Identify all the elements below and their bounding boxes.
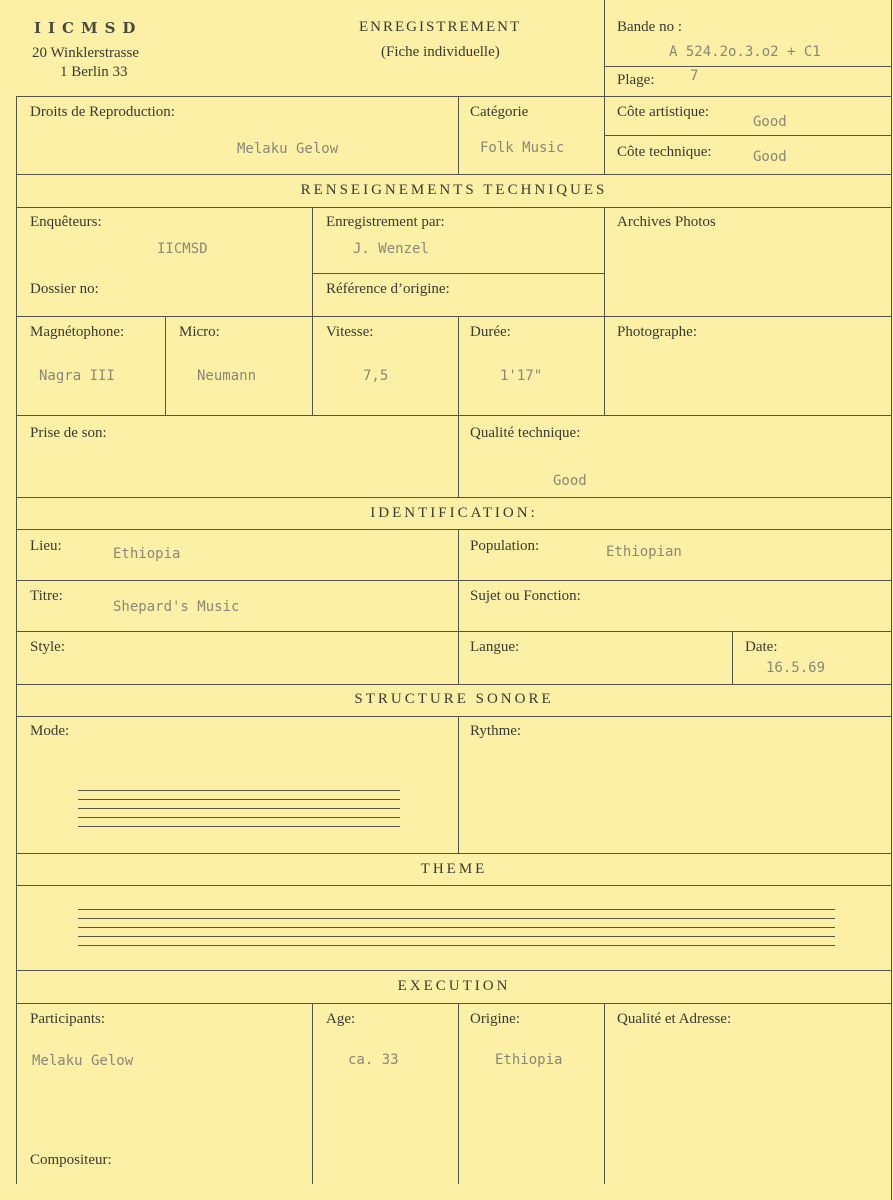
population-value: Ethiopian [606,544,682,560]
execution-heading-bottom [16,1003,891,1004]
mode-staff-line [78,817,400,818]
date-value: 16.5.69 [766,660,826,676]
participants-value: Melaku Gelow [32,1053,134,1069]
style-top-line [16,631,891,632]
qualite-adresse-label: Qualité et Adresse: [617,1011,732,1027]
cote-divider [604,135,891,136]
bande-label: Bande no : [617,19,682,35]
lieu-value: Ethiopia [113,546,181,562]
header-divider [604,0,605,96]
structure-heading-top [16,684,891,685]
equipment-top-line [16,316,891,317]
origine-value: Ethiopia [495,1052,563,1068]
exec-divider-3 [604,1003,605,1184]
bande-value: A 524.2o.3.o2 + C1 [669,44,821,60]
mode-label: Mode: [30,723,70,739]
theme-staff-line [78,936,835,937]
technical-heading-top [16,174,891,175]
titre-label: Titre: [30,588,63,604]
mode-staff-line [78,799,400,800]
enqueteurs-value: IICMSD [157,241,208,257]
org-logo: IICMSD [34,19,143,37]
tech-divider-b [604,207,605,316]
structure-heading-bottom [16,716,891,717]
tech-divider-a [312,207,313,316]
categorie-label: Catégorie [470,104,529,120]
categorie-value: Folk Music [480,140,565,156]
form-border-left [16,96,17,1184]
origine-label: Origine: [470,1011,520,1027]
equip-divider-4 [604,316,605,415]
technical-heading: RENSEIGNEMENTS TECHNIQUES [300,182,608,198]
execution-heading-top [16,970,891,971]
photographe-label: Photographe: [617,324,697,340]
execution-heading: EXECUTION [397,978,511,994]
lieu-label: Lieu: [30,538,62,554]
reference-label: Référence d’origine: [326,281,450,297]
vitesse-value: 7,5 [363,368,389,384]
ident-divider [458,529,459,684]
dossier-label: Dossier no: [30,281,99,297]
identification-heading-bottom [16,529,891,530]
qualite-technique-label: Qualité technique: [470,425,581,441]
participants-label: Participants: [30,1011,105,1027]
structure-heading: STRUCTURE SONORE [354,691,554,707]
theme-staff-line [78,918,835,919]
date-divider [732,631,733,684]
titre-top-line [16,580,891,581]
prise-top-line [16,415,891,416]
droits-value: Melaku Gelow [237,141,339,157]
archives-photos-label: Archives Photos [617,214,716,230]
cote-artistique-label: Côte artistique: [617,104,710,120]
enqueteurs-label: Enquêteurs: [30,214,102,230]
theme-staff-line [78,927,835,928]
enregistrement-par-value: J. Wenzel [353,241,429,257]
vitesse-label: Vitesse: [326,324,374,340]
age-value: ca. 33 [348,1052,399,1068]
form-title: ENREGISTREMENT [359,19,522,35]
cote-technique-label: Côte technique: [617,144,712,160]
date-label: Date: [745,639,778,655]
identification-heading: IDENTIFICATION: [370,505,538,521]
mode-staff-line [78,808,400,809]
mode-staff-line [78,790,400,791]
plage-divider [604,66,891,67]
reference-top-line [312,273,604,274]
address-line-1: 20 Winklerstrasse [32,45,140,61]
population-label: Population: [470,538,540,554]
prise-de-son-label: Prise de son: [30,425,107,441]
rythme-label: Rythme: [470,723,522,739]
droits-label: Droits de Reproduction: [30,104,175,120]
duree-value: 1'17" [500,368,543,384]
cote-artistique-value: Good [753,114,787,130]
enregistrement-par-label: Enregistrement par: [326,214,445,230]
exec-divider-1 [312,1003,313,1184]
cote-technique-value: Good [753,149,787,165]
plage-label: Plage: [617,72,655,88]
plage-value: 7 [690,68,699,84]
compositeur-label: Compositeur: [30,1152,112,1168]
langue-label: Langue: [470,639,520,655]
exec-divider-2 [458,1003,459,1184]
qualite-technique-value: Good [553,473,587,489]
structure-divider [458,716,459,853]
prise-divider [458,415,459,497]
theme-staff-line [78,909,835,910]
theme-heading-top [16,853,891,854]
micro-label: Micro: [179,324,220,340]
mode-staff-line [78,826,400,827]
theme-staff-line [78,945,835,946]
form-border-right [891,0,892,1200]
style-label: Style: [30,639,66,655]
address-line-2: 1 Berlin 33 [60,64,128,80]
identification-heading-top [16,497,891,498]
magnetophone-label: Magnétophone: [30,324,125,340]
micro-value: Neumann [197,368,257,384]
titre-value: Shepard's Music [113,599,240,615]
magnetophone-value: Nagra III [39,368,115,384]
header-bottom-line [16,96,891,97]
equip-divider-1 [165,316,166,415]
equip-divider-3 [458,316,459,415]
rights-divider-1 [458,96,459,174]
form-subtitle: (Fiche individuelle) [381,44,500,60]
technical-heading-bottom [16,207,891,208]
sujet-label: Sujet ou Fonction: [470,588,581,604]
equip-divider-2 [312,316,313,415]
theme-heading: THEME [420,861,488,877]
duree-label: Durée: [470,324,511,340]
theme-heading-bottom [16,885,891,886]
age-label: Age: [326,1011,356,1027]
